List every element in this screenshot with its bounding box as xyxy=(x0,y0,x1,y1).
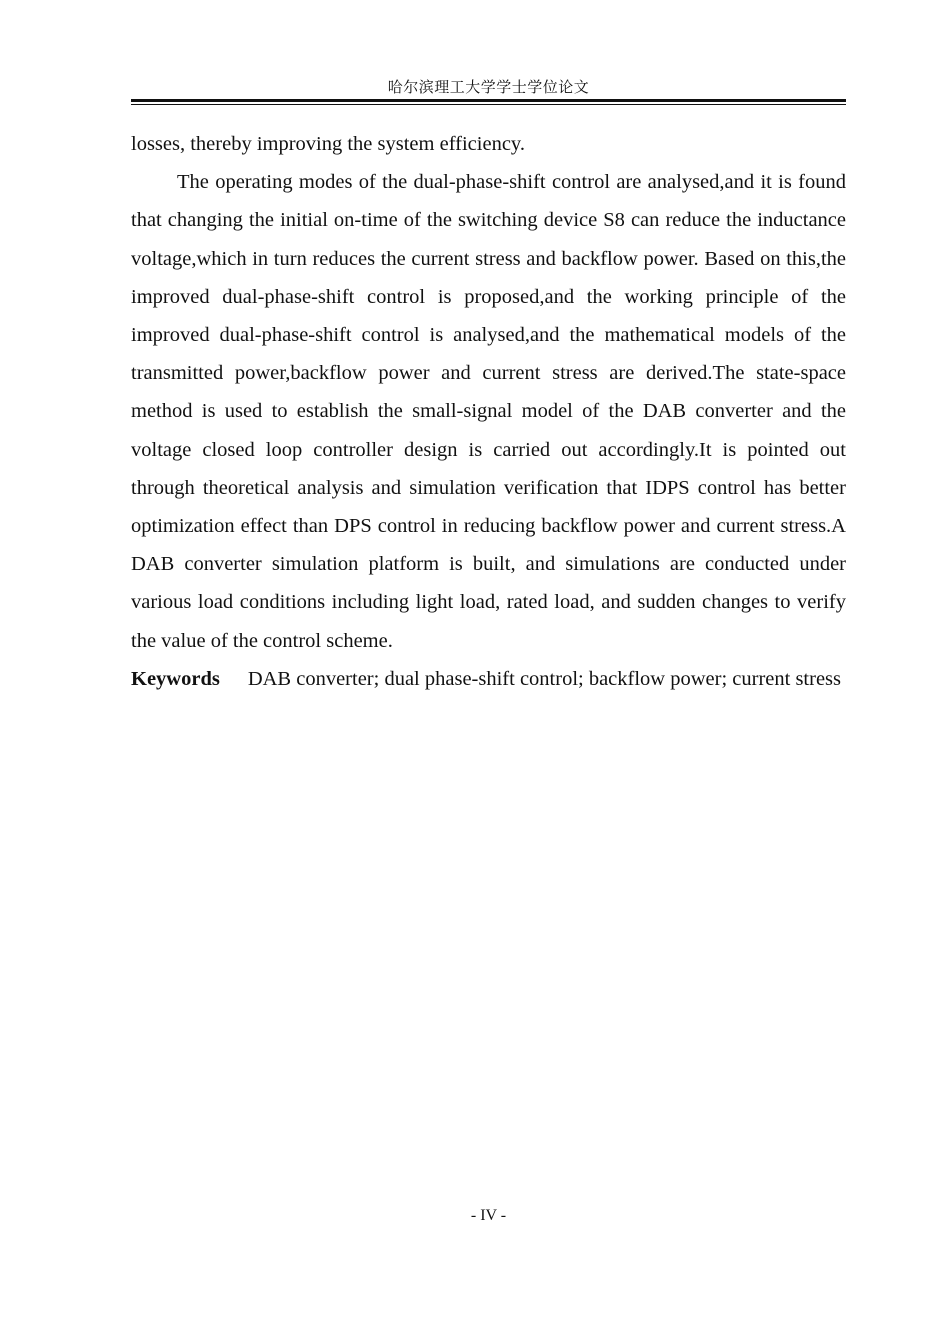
paragraph-continuation: losses, thereby improving the system efficiency. xyxy=(131,133,525,155)
keywords-label: Keywords xyxy=(131,667,220,690)
paragraph-main: The operating modes of the dual-phase-shift control are analysed,and it is found that changing the initial on-time of the switching device S8 can reduce the inductance voltage,which in turn reduces the current stress and backflow power. Based on this,the improved dual-phase-shift control is proposed,and the working principle of the improved dual-phase-shift control is analysed,and the mathematical models of the transmitted power,backflow power and current stress are derived.The state-space method is used to establish the small-signal model of the DAB converter and the voltage closed loop controller design is carried out accordingly.It is pointed out through theoretical analysis and simulation verification that IDPS control has better optimization effect than DPS control in reducing backflow power and current stress.A DAB converter simulation platform is built, and simulations are conducted under various load conditions including light load, rated load, and sudden changes to verify the value of the control scheme. xyxy=(131,171,846,652)
abstract-body xyxy=(131,125,846,698)
keywords-text: DAB converter; dual phase-shift control; backflow power; current stress xyxy=(247,667,842,690)
header-rule-thick xyxy=(131,99,846,102)
keywords-line xyxy=(131,660,846,698)
running-header: 哈尔滨理工大学学士学位论文 xyxy=(387,80,590,96)
header-rule-thin xyxy=(131,104,846,105)
page-number: - IV - xyxy=(470,1207,507,1224)
